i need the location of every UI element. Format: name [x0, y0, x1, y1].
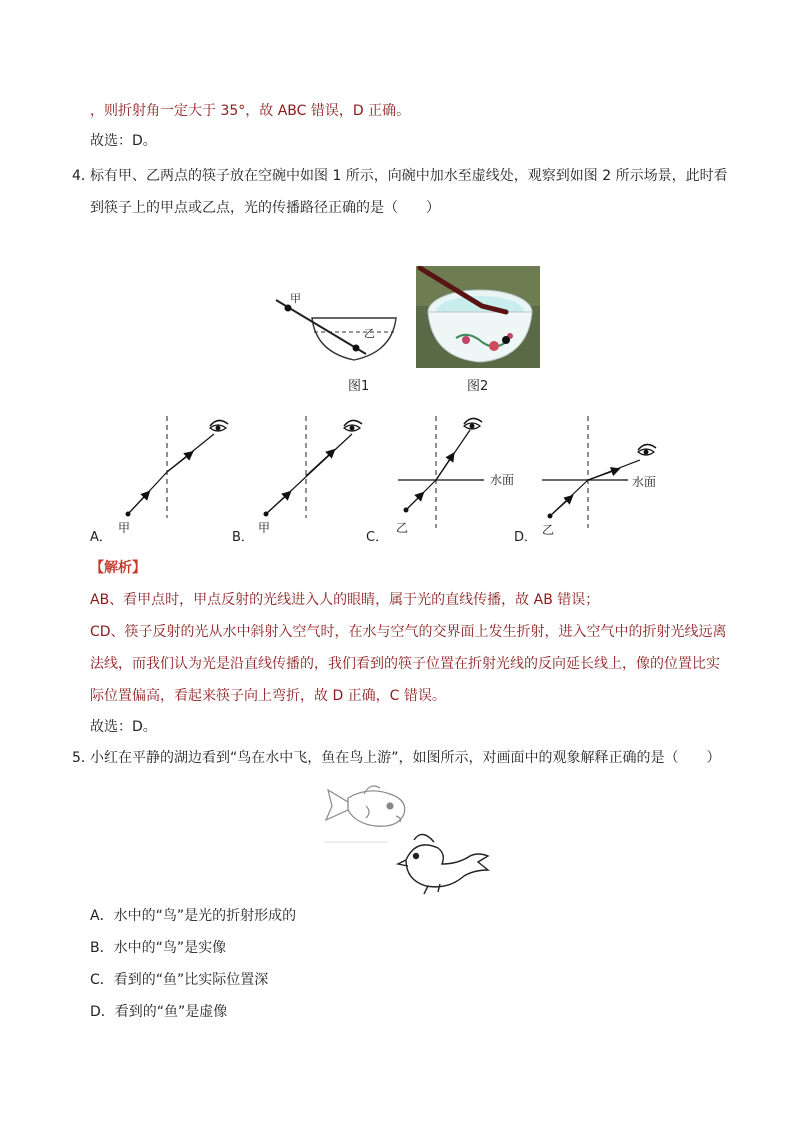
q5-stem: 小红在平静的湖边看到“鸟在水中飞，鱼在鸟上游”，如图所示，对画面中的观象解释正确的是（ ） — [90, 750, 721, 766]
svg-text:水面: 水面 — [490, 473, 515, 487]
bowl-shape — [312, 318, 396, 360]
fig1-label-jia: 甲 — [290, 292, 301, 305]
option-b-diagram — [258, 416, 362, 535]
option-c-diagram — [396, 416, 514, 535]
q4-choice: 故选：D。 — [90, 719, 157, 735]
prev-answer-line: ，则折射角一定大于 35°，故 ABC 错误，D 正确。 — [90, 103, 411, 119]
analysis-line4: 际位置偏高，看起来筷子向上弯折，故 D 正确，C 错误。 — [90, 688, 446, 704]
option-a-diagram — [118, 416, 228, 535]
analysis-line3: 法线，而我们认为光是沿直线传播的，我们看到的筷子位置在折射光线的反向延长线上，像的位置比实 — [90, 656, 720, 672]
svg-text:乙: 乙 — [396, 521, 409, 535]
fig1-caption: 图1 — [348, 379, 370, 394]
q5-option-b: B．水中的“鸟”是实像 — [90, 940, 227, 956]
q5-option-d: D．看到的“鱼”是虚像 — [90, 1004, 228, 1020]
analysis-title: 【解析】 — [90, 560, 146, 576]
option-d-diagram — [542, 416, 656, 537]
q4-stem-line1: 标有甲、乙两点的筷子放在空碗中如图 1 所示，向碗中加水至虚线处，观察到如图 2 所示场景，此时看 — [90, 168, 728, 184]
analysis-line2: CD、筷子反射的光从水中斜射入空气时，在水与空气的交界面上发生折射，进入空气中的折射光线远离 — [90, 624, 727, 640]
q5-number: 5． — [72, 750, 95, 766]
fig2-photo — [416, 266, 540, 368]
point-jia — [285, 305, 292, 312]
fig2-caption: 图2 — [467, 379, 489, 394]
q4-number: 4． — [72, 168, 95, 184]
option-a-label: A． — [90, 530, 112, 545]
option-d-label: D． — [514, 530, 538, 545]
q5-option-a: A．水中的“鸟”是光的折射形成的 — [90, 908, 297, 924]
q4-stem-line2: 到筷子上的甲点或乙点，光的传播路径正确的是（ ） — [90, 200, 440, 216]
svg-text:甲: 甲 — [118, 521, 131, 535]
option-c-label: C． — [366, 530, 389, 545]
prev-answer-choice: 故选：D。 — [90, 133, 157, 149]
fig1-label-yi: 乙 — [364, 327, 375, 340]
option-b-label: B． — [232, 530, 254, 545]
point-yi — [353, 345, 360, 352]
q5-fish-bird-picture — [318, 780, 498, 898]
analysis-line1: AB、看甲点时，甲点反射的光线进入人的眼睛，属于光的直线传播，故 AB 错误； — [90, 592, 600, 608]
svg-text:乙: 乙 — [542, 523, 555, 537]
q5-option-c: C．看到的“鱼”比实际位置深 — [90, 972, 269, 988]
fish-drawing — [326, 786, 405, 826]
q4-option-diagrams — [86, 410, 766, 550]
svg-text:水面: 水面 — [632, 475, 657, 489]
bird-drawing — [398, 834, 488, 894]
svg-text:甲: 甲 — [258, 521, 271, 535]
fig1-bowl-diagram — [268, 290, 408, 370]
